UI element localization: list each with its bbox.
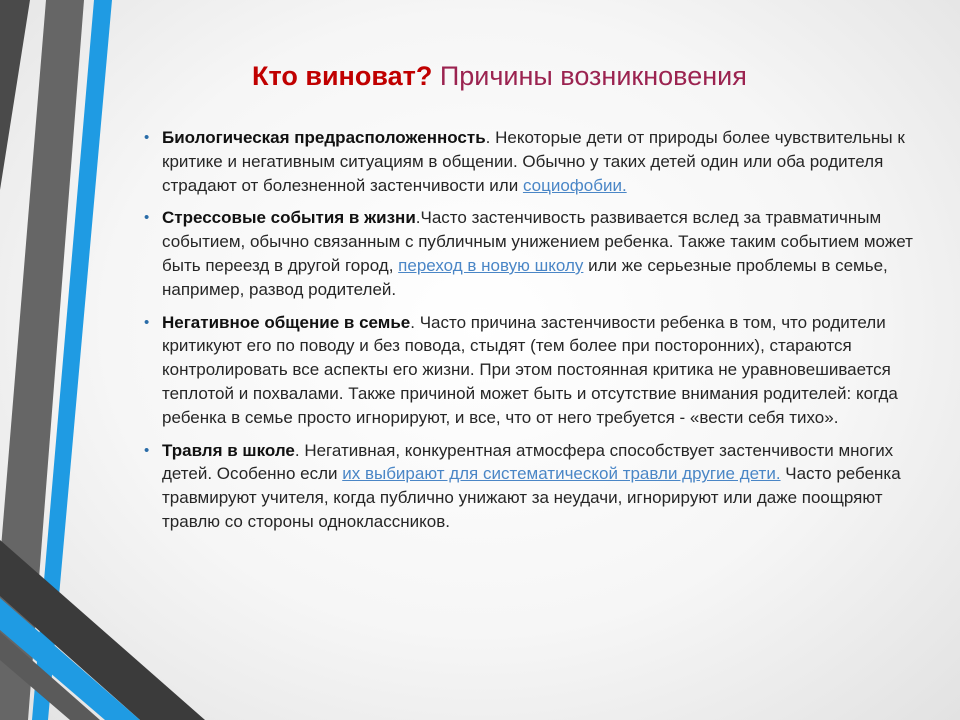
link-bullying[interactable]: их выбирают для систематической травли другие дети. <box>342 464 781 484</box>
link-sociophobia[interactable]: социофобии. <box>522 175 627 195</box>
item-heading: Биологическая предрасположенность <box>162 128 486 147</box>
bullet-icon: • <box>144 209 150 227</box>
list-item <box>144 206 934 301</box>
bullet-icon: • <box>144 441 150 459</box>
list-item <box>144 311 934 430</box>
bullet-list <box>144 126 934 543</box>
item-text: . Часто причина застенчивости ребенка в том, что родители критикуют его по поводу и без повода, стыдят (тем более при посторонних), стараются контролировать все аспекты его жизни. При этом постоянная критика не уравновешивается теплотой и похвалами. Также причиной может быть и отсутствие внимания родителей: когда ребенка в семье просто игнорируют, и все, что от него требуется - «вести себя тихо». <box>162 312 898 427</box>
title-bold: Кто виноват? <box>252 61 433 91</box>
link-new-school[interactable]: переход в новую школу <box>398 255 584 275</box>
title-rest: Причины возникновения <box>439 61 747 91</box>
item-text-after: или же серьезные проблемы в семье, например, развод родителей. <box>162 255 888 299</box>
item-text: . Некоторые дети от природы более чувствительны к критике и негативным ситуациям в общении. Обычно у таких детей один или оба родителя страдают от болезненной застенчивости или <box>162 128 905 195</box>
stripe-dark-top <box>0 0 30 190</box>
item-heading: Стрессовые события в жизни <box>162 208 416 228</box>
slide-title <box>252 58 912 94</box>
item-heading: Негативное общение в семье <box>162 312 411 332</box>
list-item <box>144 126 934 197</box>
item-text-after: Часто ребенка травмируют учителя, когда публично унижают за неудачи, игнорируют или даже поощряют травлю со стороны одноклассников. <box>162 464 901 531</box>
list-item <box>144 439 934 534</box>
bullet-icon: • <box>144 129 150 146</box>
item-text: .Часто застенчивость развивается вслед за травматичным событием, обычно связанным с публичным унижением ребенка. Также таким событием может быть переезд в другой город, <box>162 208 913 275</box>
item-text: . Негативная, конкурентная атмосфера способствует застенчивости многих детей. Особенно если <box>162 440 894 484</box>
item-heading: Травля в школе <box>162 440 295 460</box>
bullet-icon: • <box>144 313 150 331</box>
